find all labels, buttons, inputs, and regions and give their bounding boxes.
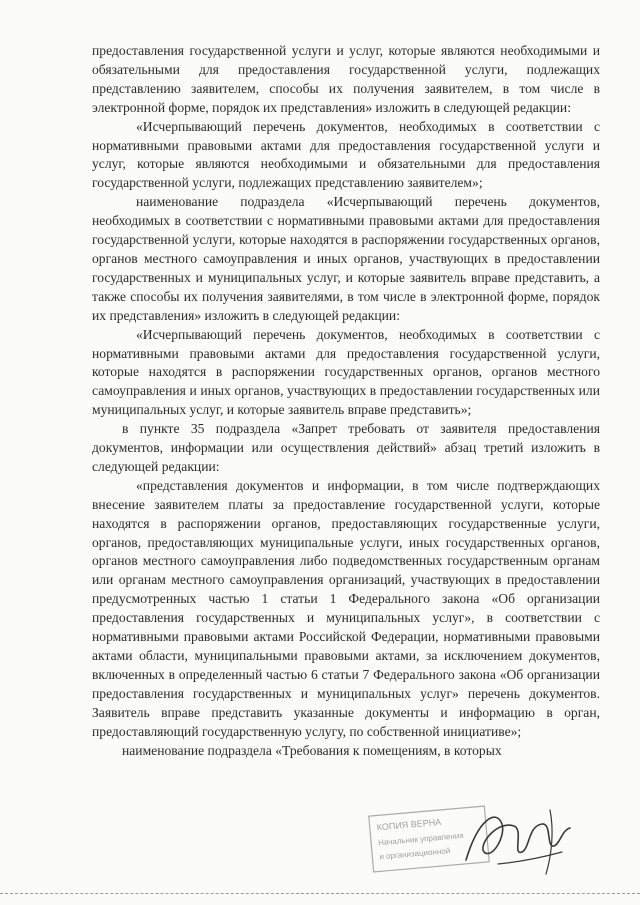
document-body <box>92 42 600 760</box>
stamp-line-1: КОПИЯ ВЕРНА <box>376 816 442 833</box>
paragraph-6-quote: «представления документов и информации, в том числе подтверждающих внесение заявителем платы за предоставление государственной услуги, которые находятся в распоряжении органов, предоставляющих государственные услуги, органов, предоставляющих муниципальные услуги, иных государственных органов, органов местного самоуправления либо подведомственных государственным органам или органам местного самоуправления организаций, участвующих в предоставлении предусмотренных частью 1 статьи 1 Федерального закона «Об организации предоставления государственных и муниципальных услуг», в соответствии с нормативными правовыми актами Российской Федерации, нормативными правовыми актами области, муниципальными правовыми актами, за исключением документов, включенных в определенный частью 6 статьи 7 Федерального закона «Об организации предоставления государственных и муниципальных услуг» перечень документов. Заявитель вправе представить указанные документы и информацию в орган, предоставляющий государственную услугу, по собственной инициативе»; <box>92 477 600 739</box>
stamp-line-2: Начальник управления <box>377 830 464 848</box>
paragraph-4-quote: «Исчерпывающий перечень документов, необходимых в соответствии с нормативными правовыми актами для предоставления государственной услуги, которые находятся в распоряжении государственных органов, органов местного самоуправления и иных органов, участвующих в предоставлении государственных или муниципальных услуг, и которые заявитель вправе представить»; <box>92 326 600 418</box>
paragraph-3: наименование подраздела «Исчерпывающий перечень документов, необходимых в соответствии с нормативными правовыми актами для предоставления государственной услуги, которые находятся в распоряжении государственных органов, органов местного самоуправления и иных органов, участвующих в предоставлении государственных и муниципальных услуг, и которые заявитель вправе представить, а также способы их получения заявителями, в том числе в электронной форме, порядок их представления» изложить в следующей редакции: <box>92 194 600 323</box>
handwritten-signature <box>458 790 578 880</box>
paragraph-7: наименование подраздела «Требования к помещениям, в которых <box>122 742 502 758</box>
paragraph-1: предоставления государственной услуги и услуг, которые являются необходимыми и обязательными для предоставления государственной услуги, подлежащих представлению заявителем, способы их получения заявителем, в том числе в электронной форме, порядок их представления» изложить в следующей редакции: <box>92 43 600 115</box>
paragraph-5: в пункте 35 подраздела «Запрет требовать от заявителя предоставления документов, информации или осуществления действий» абзац третий изложить в следующей редакции: <box>92 421 600 474</box>
paragraph-2-quote: «Исчерпывающий перечень документов, необходимых в соответствии с нормативными правовыми актами для предоставления государственной услуги и услуг, которые являются необходимыми и обязательными для предоставления государственной услуги, подлежащих представлению заявителем»; <box>92 118 600 191</box>
page-bottom-edge <box>0 893 640 894</box>
stamp-line-3: и организационной <box>378 846 451 862</box>
